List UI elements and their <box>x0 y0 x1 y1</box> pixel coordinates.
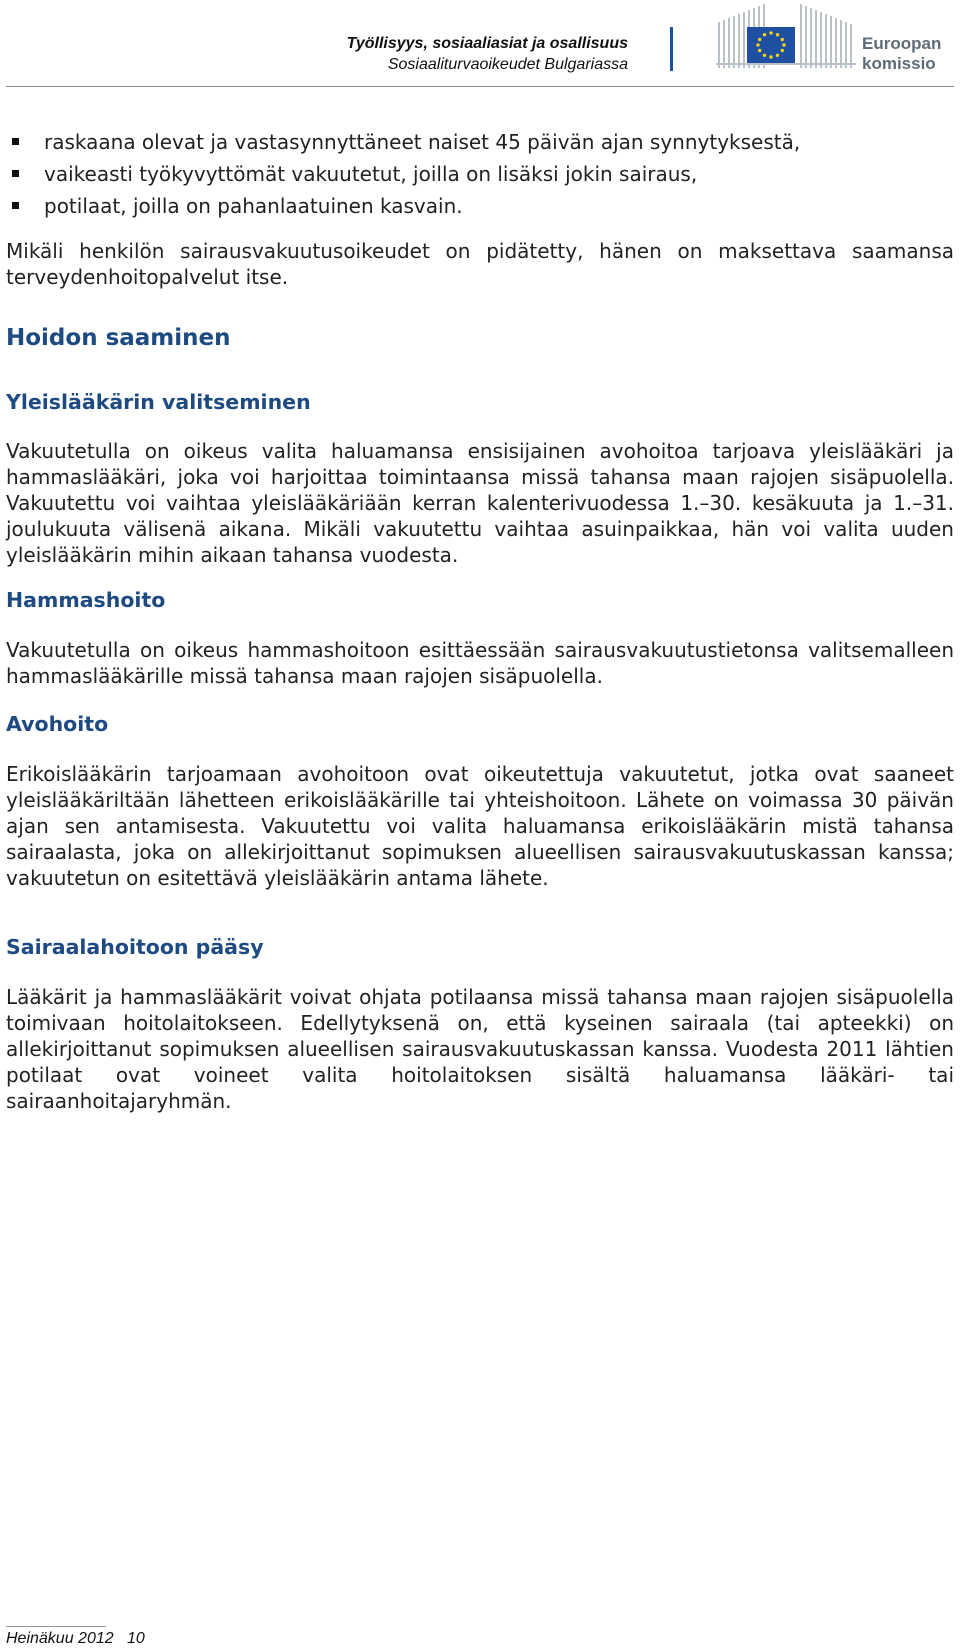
list-item-text: raskaana olevat ja vastasynnyttäneet naiset 45 päivän ajan synnytyksestä, <box>44 130 801 154</box>
european-commission-logo <box>710 0 860 76</box>
footer-rule <box>6 1626 106 1627</box>
ec-name <box>862 34 941 74</box>
subsection-title-outpatient: Avohoito <box>6 712 109 736</box>
header-text <box>347 33 628 75</box>
bullet-square-icon <box>12 202 19 209</box>
header-rule <box>6 86 954 87</box>
header-subtitle: Sosiaaliturvaoikeudet Bulgariassa <box>387 56 628 73</box>
list-item-text: vaikeasti työkyvyttömät vakuutetut, joilla on lisäksi jokin sairaus, <box>44 162 698 186</box>
list-item-text: potilaat, joilla on pahanlaatuinen kasvain. <box>44 194 463 218</box>
subsection-title-hospital: Sairaalahoitoon pääsy <box>6 935 264 959</box>
section-title: Hoidon saaminen <box>6 325 231 351</box>
paragraph-gp: Vakuutetulla on oikeus valita haluamansa ensisijainen avohoitoa tarjoava yleislääkäri ja hammaslääkäri, joka voi harjoittaa toimintaansa missä tahansa maan rajojen sisäpuolella. Vakuutettu voi vaihtaa yleislääkäriään kerran kalenterivuodessa 1.–30. kesäkuuta ja 1.–31. joulukuuta välisenä aikana. Mikäli vakuutettu vaihtaa asuinpaikkaa, hän voi valita uuden yleislääkärin mihin aikaan tahansa vuodesta. <box>6 439 954 567</box>
ec-name-line1: Euroopan <box>862 34 942 53</box>
header-divider <box>670 27 673 71</box>
paragraph-hospital: Lääkärit ja hammaslääkärit voivat ohjata potilaansa missä tahansa maan rajojen sisäpuolella toimivaan hoitolaitokseen. Edellytyksenä on, että kyseinen sairaala (tai apteekki) on allekirjoittanut sopimuksen alueellisen sairausvakuutuskassan kanssa. Vuodesta 2011 lähtien potilaat ovat voineet valita hoitolaitoksen sisältä haluamansa lääkäri- tai sairaanhoitajaryhmän. <box>6 985 954 1113</box>
subsection-title-dental: Hammashoito <box>6 588 166 612</box>
list-item <box>6 158 954 190</box>
paragraph-outpatient: Erikoislääkärin tarjoamaan avohoitoon ovat oikeutettuja vakuutetut, jotka ovat saaneet yleislääkäriltään lähetteen erikoislääkärille tai yhteishoitoon. Lähete on voimassa 30 päivän ajan sen antamisesta. Vakuutettu voi valita haluamansa erikoislääkärin mistä tahansa sairaalasta, joka on allekirjoittanut sopimuksen alueellisen sairausvakuutuskassan kanssa; vakuutetun on esitettävä yleislääkärin antama lähete. <box>6 762 954 890</box>
list-item <box>6 126 954 158</box>
subsection-title-gp: Yleislääkärin valitseminen <box>6 390 311 414</box>
page-header <box>0 0 960 88</box>
ec-name-line2: komissio <box>862 54 936 73</box>
intro-paragraph: Mikäli henkilön sairausvakuutusoikeudet on pidätetty, hänen on maksettava saamansa terveydenhoitopalvelut itse. <box>6 239 954 289</box>
bullet-square-icon <box>12 170 19 177</box>
bullet-list <box>6 126 954 222</box>
bullet-square-icon <box>12 138 19 145</box>
eu-flag-icon <box>747 27 795 63</box>
header-title: Työllisyys, sosiaaliasiat ja osallisuus <box>346 35 628 52</box>
list-item <box>6 190 954 222</box>
paragraph-dental: Vakuutetulla on oikeus hammashoitoon esittäessään sairausvakuutustietonsa valitsemalleen hammaslääkärille missä tahansa maan rajojen sisäpuolella. <box>6 638 954 688</box>
page-footer: Heinäkuu 2012 10 <box>6 1630 145 1647</box>
